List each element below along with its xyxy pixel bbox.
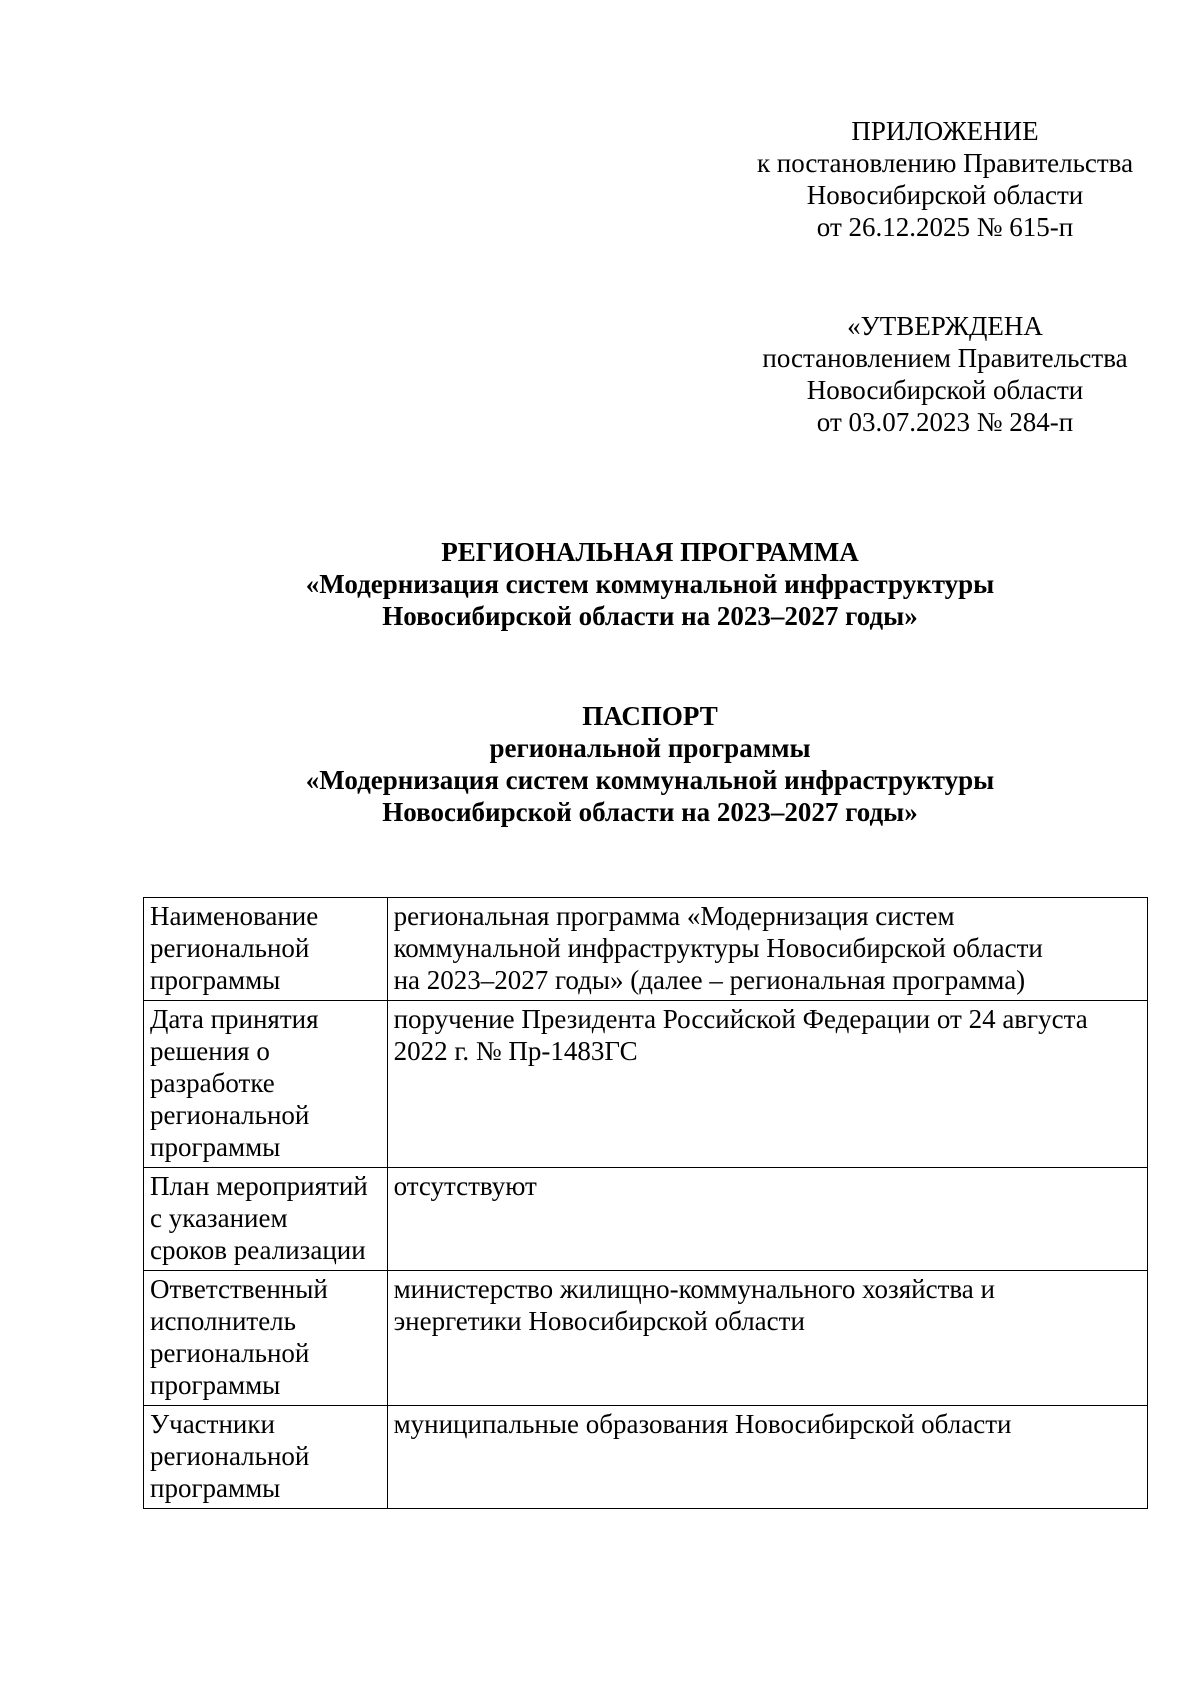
value-line: региональная программа «Модернизация систем (393, 901, 955, 931)
label-line: решения о (150, 1036, 270, 1066)
passport-title (100, 700, 1200, 828)
table-value-cell (387, 898, 1147, 1001)
label-line: программы (150, 1370, 281, 1400)
table-value-cell (387, 1001, 1147, 1168)
appendix-stamp (735, 115, 1155, 243)
label-line: программы (150, 1132, 281, 1162)
passport-title-line: Новосибирской области на 2023–2027 годы» (382, 797, 918, 827)
approval-reference: постановлением Правительства (762, 343, 1128, 373)
label-line: региональной (150, 1100, 310, 1130)
label-line: Дата принятия (150, 1004, 319, 1034)
value-line: энергетики Новосибирской области (393, 1306, 805, 1336)
passport-table (143, 897, 1148, 1509)
label-line: Участники (150, 1409, 275, 1439)
value-line: отсутствуют (393, 1171, 537, 1201)
table-row (144, 1168, 1148, 1271)
table-value-cell (387, 1168, 1147, 1271)
value-line: на 2023–2027 годы» (далее – региональная программа) (393, 965, 1026, 995)
label-line: региональной (150, 1338, 310, 1368)
table-label-cell (144, 1271, 388, 1406)
value-line: муниципальные образования Новосибирской области (393, 1409, 1012, 1439)
appendix-date-number: от 26.12.2025 № 615-п (816, 212, 1074, 242)
label-line: Ответственный (150, 1274, 328, 1304)
program-title-line: Новосибирской области на 2023–2027 годы» (382, 601, 918, 631)
label-line: Наименование (150, 901, 319, 931)
program-title-line: РЕГИОНАЛЬНАЯ ПРОГРАММА (441, 537, 859, 567)
value-line: министерство жилищно-коммунального хозяйства и (393, 1274, 995, 1304)
label-line: разработке (150, 1068, 275, 1098)
label-line: региональной (150, 933, 310, 963)
value-line: коммунальной инфраструктуры Новосибирской области (393, 933, 1043, 963)
label-line: с указанием (150, 1203, 288, 1233)
table-row (144, 898, 1148, 1001)
passport-title-line: ПАСПОРТ (582, 701, 718, 731)
value-line: 2022 г. № Пр-1483ГС (393, 1036, 638, 1066)
label-line: региональной (150, 1441, 310, 1471)
approval-date-number: от 03.07.2023 № 284-п (816, 407, 1074, 437)
program-title-line: «Модернизация систем коммунальной инфраструктуры (305, 569, 995, 599)
table-label-cell (144, 898, 388, 1001)
table-value-cell (387, 1406, 1147, 1509)
table-row (144, 1406, 1148, 1509)
table-label-cell (144, 1168, 388, 1271)
approval-region: Новосибирской области (806, 375, 1084, 405)
label-line: сроков реализации (150, 1235, 366, 1265)
passport-title-line: региональной программы (489, 733, 811, 763)
approval-stamp (735, 310, 1155, 438)
label-line: программы (150, 1473, 281, 1503)
label-line: План мероприятий (150, 1171, 368, 1201)
table-label-cell (144, 1001, 388, 1168)
table-label-cell (144, 1406, 388, 1509)
value-line: поручение Президента Российской Федерации от 24 августа (393, 1004, 1088, 1034)
label-line: исполнитель (150, 1306, 296, 1336)
appendix-region: Новосибирской области (806, 180, 1084, 210)
passport-title-line: «Модернизация систем коммунальной инфраструктуры (305, 765, 995, 795)
table-row (144, 1271, 1148, 1406)
appendix-heading: ПРИЛОЖЕНИЕ (851, 116, 1039, 146)
label-line: программы (150, 965, 281, 995)
table-row (144, 1001, 1148, 1168)
table-value-cell (387, 1271, 1147, 1406)
approval-heading: «УТВЕРЖДЕНА (847, 311, 1043, 341)
program-title (100, 536, 1200, 632)
appendix-reference: к постановлению Правительства (756, 148, 1134, 178)
